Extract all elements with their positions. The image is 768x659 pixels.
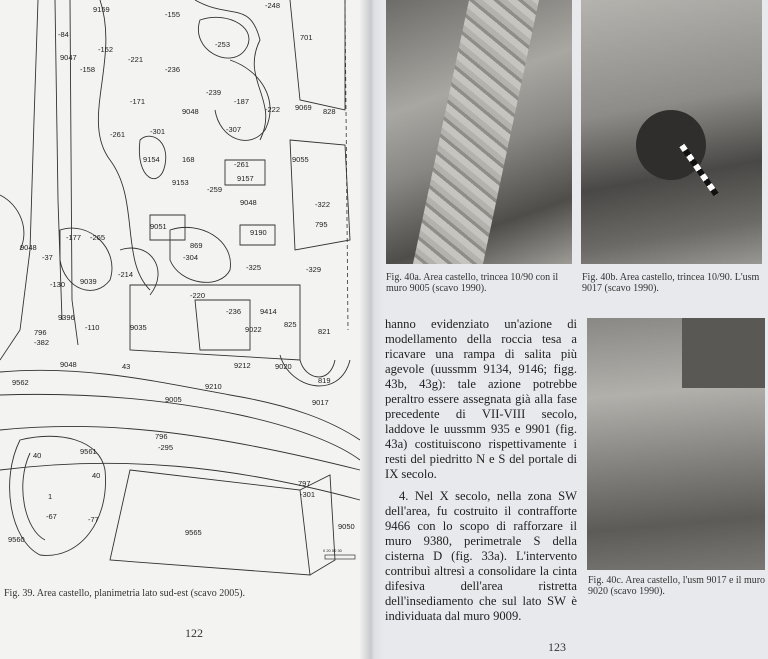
map-label: 9560 [8,535,25,544]
map-label: 40 [92,471,101,480]
map-label: 9039 [80,277,97,286]
map-label: -37 [42,253,53,262]
map-label: 869 [190,241,203,250]
map-label: -110 [85,323,100,332]
photo-fig-40b-usm-9017 [581,0,762,264]
map-outline [0,0,38,360]
figure-40b-caption: Fig. 40b. Area castello, trincea 10/90. L'usm 9017 (scavo 1990). [582,272,760,294]
map-label: 796 [155,432,168,441]
map-label: 825 [284,320,297,329]
map-label: -130 [50,280,66,289]
map-label: 9210 [205,382,222,391]
map-label: -236 [165,65,181,74]
map-label: -158 [80,65,96,74]
map-label: -301 [150,127,166,136]
map-label: -67 [46,512,57,521]
photo-fig-40c-wall-9020 [587,318,765,570]
figure-39-caption: Fig. 39. Area castello, planimetria lato sud-est (scavo 2005). [4,588,246,599]
map-label: -259 [207,185,223,194]
map-label: 9562 [12,378,29,387]
map-label: -155 [165,10,181,19]
map-label: 9051 [150,222,167,231]
map-label: 9069 [295,103,312,112]
map-label: 9212 [234,361,251,370]
map-label: 9047 [60,53,77,62]
paragraph-1: hanno evidenziato un'azione di modellamento della roccia tesa a ricavare una rampa di salita più agevole (uussmm 9134, 9146; figg. 43b, 43g): tale azione potrebbe peraltro essere assegnata già alla fase precedente di VII-VIII secolo, laddove le uussmm 935 e 9901 (fig. 43a) costituiscono rispettivamente i resti del piedritto N e S del portale di IX secolo. [385,317,577,481]
map-label: -261 [110,130,126,139]
map-label: -322 [315,200,331,209]
map-label: 797 [298,479,311,488]
map-label: -152 [98,45,114,54]
map-label: 795 [315,220,328,229]
map-label: -177 [66,233,82,242]
map-label: 9048 [240,198,257,207]
map-label: 9005 [165,395,182,404]
map-label: -222 [265,105,281,114]
map-label: -295 [158,443,174,452]
map-label: -261 [234,160,250,169]
map-label: -84 [58,30,69,39]
map-label: 9035 [130,323,147,332]
svg-text:0 20 50 30: 0 20 50 30 [323,548,342,553]
book-gutter [360,0,384,659]
map-label: -77 [88,515,99,524]
map-label: 9020 [275,362,292,371]
map-label: 819 [318,376,331,385]
map-label: 9157 [237,174,254,183]
map-label: -214 [118,270,134,279]
map-label: 796 [34,328,47,337]
map-label: -248 [265,1,281,10]
map-label: 9190 [250,228,267,237]
scale-bar [323,548,355,559]
figure-40c-caption: Fig. 40c. Area castello, l'usm 9017 e il muro 9020 (scavo 1990). [588,575,766,597]
map-label: 9565 [185,528,202,537]
map-label: 9055 [292,155,309,164]
map-label: -301 [300,490,316,499]
map-label: -265 [90,233,106,242]
map-label: -307 [226,125,242,134]
site-plan-map [0,0,365,580]
body-text [385,317,577,624]
figure-40a-caption: Fig. 40a. Area castello, trincea 10/90 con il muro 9005 (scavo 1990). [386,272,559,294]
map-label: 9414 [260,307,277,316]
map-label: 9048 [20,243,37,252]
map-label: -325 [246,263,262,272]
page-number-right: 123 [548,640,566,654]
map-label: 701 [300,33,313,42]
map-label: -382 [34,338,50,347]
map-label: 9050 [338,522,355,531]
map-label: -221 [128,55,144,64]
map-label: 9154 [143,155,160,164]
map-label: -239 [206,88,222,97]
map-label: 9159 [93,5,110,14]
map-label: -236 [226,307,242,316]
map-label: 9561 [80,447,97,456]
map-label: 821 [318,327,331,336]
map-label: 9396 [58,313,75,322]
map-label: -329 [306,265,322,274]
map-label: -171 [130,97,146,106]
map-label: -304 [183,253,199,262]
map-label: 9022 [245,325,262,334]
photo-fig-40a-trench-wall [386,0,572,264]
map-label: -253 [215,40,231,49]
map-label: 43 [122,362,131,371]
map-label: 1 [48,492,53,501]
page-number-left: 122 [185,626,203,640]
map-label: 9048 [60,360,77,369]
map-label: 9017 [312,398,329,407]
map-label: 40 [33,451,42,460]
map-label: -220 [190,291,206,300]
map-label: 168 [182,155,195,164]
map-label: 828 [323,107,336,116]
paragraph-2: 4. Nel X secolo, nella zona SW dell'area, fu costruito il contrafforte 9466 con lo scopo di rafforzare il muro 9380, perimetrale S della cisterna D (fig. 33a). L'intervento contribuì altresì a consolidare la cinta difesiva dell'area ristretta dell'insediamento che sul lato SW è individuata dal muro 9009. [385,489,577,623]
map-label: -187 [234,97,250,106]
map-label: 9048 [182,107,199,116]
map-label: 9153 [172,178,189,187]
